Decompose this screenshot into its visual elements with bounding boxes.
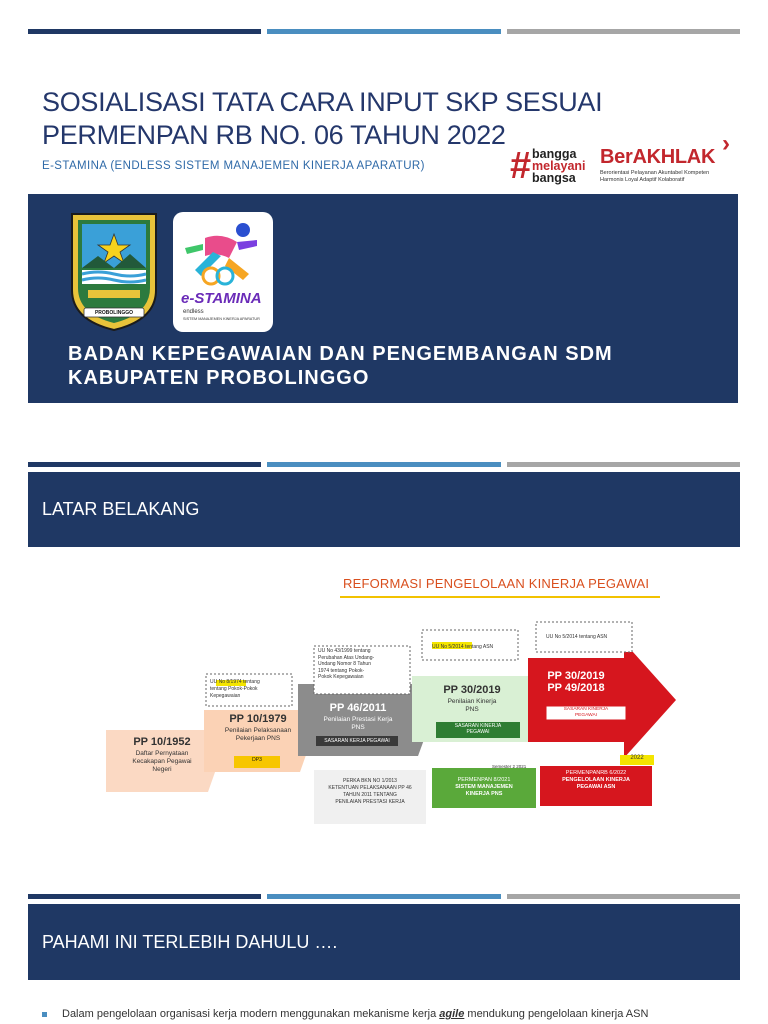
step-1-labels: PP 10/1952 Daftar Pernyataan Kecakapan Pegawai Negeri (132, 736, 192, 773)
divider-3 (28, 894, 740, 899)
step-arrow-5 (528, 642, 676, 758)
title-line-1: SOSIALISASI TATA CARA INPUT SKP SESUAI (42, 87, 603, 117)
step-3-tag: SASARAN KERJA PEGAWAI (324, 738, 390, 744)
title-banner (28, 194, 738, 403)
bangga-melayani-bangsa-logo: # bangga melayani bangsa (510, 145, 586, 187)
step-4-tag: SASARAN KINERJA PEGAWAI (454, 723, 502, 735)
top-divider (28, 29, 740, 34)
perka-bkn-box: PERKA BKN NO 1/2013 KETENTUAN PELAKSANAAN PP 46 TAHUN 2011 TENTANG PENILAIAN PRESTASI KERJA (328, 778, 412, 805)
section-heading-pahami: PAHAMI INI TERLEBIH DAHULU …. (28, 904, 740, 980)
logo-text: e-STAMINA (181, 290, 262, 307)
slide-title (42, 86, 602, 152)
section-heading-latar-belakang: LATAR BELAKANG (28, 472, 740, 547)
step-5-tag: SASARAN KINERJA PEGAWAI (563, 707, 609, 718)
berakhlak-logo: BerAKHLAK › Berorientasi Pelayanan Akuntabel Kompeten Harmonis Loyal Adaptif Kolaboratif (600, 130, 730, 183)
step-3-labels: PP 46/2011 Penilaian Prestasi Kerja PNS (323, 702, 393, 731)
step-5-labels: PP 30/2019 PP 49/2018 (547, 670, 605, 694)
semester-label: Semester 2 2021 (492, 764, 527, 769)
regency-crest-icon (68, 210, 160, 332)
organization-name: BADAN KEPEGAWAIAN DAN PENGEMBANGAN SDM KABUPATEN PROBOLINGGO (68, 343, 613, 389)
diagram-title: REFORMASI PENGELOLAAN KINERJA PEGAWAI (343, 576, 650, 591)
step-2-tag: DP3 (252, 757, 262, 763)
runner-icon (181, 218, 265, 288)
divider-2 (28, 462, 740, 467)
step-2-note: UU No 8/1974 tentang tentang Pokok-Pokok Kepegawaian (210, 679, 260, 699)
permenpan-8-box: PERMENPAN 8/2021 SISTEM MANAJEMEN KINERJA PNS (455, 777, 513, 797)
permenpanrb-6-box: PERMENPANRB 6/2022 PENGELOLAAN KINERJA PEGAWAI ASN (562, 770, 630, 790)
logo-sub-2: SISTEM MANAJEMEN KINERJA APARATUR (183, 317, 260, 321)
crest-label: PROBOLINGGO (94, 310, 134, 316)
step-4-labels: PP 30/2019 Penilaian Kinerja PNS (443, 684, 501, 713)
step-3-note: UU No 43/1999 tentang Perubahan Atas Undang- Undang Nomor 8 Tahun 1974 tentang Pokok- Pokok Kepegawaian (318, 648, 375, 680)
step-2-labels: PP 10/1979 Penilaian Pelaksanaan Pekerjaan PNS (224, 713, 292, 742)
step-5-note: UU No 5/2014 tentang ASN (546, 634, 608, 640)
slide-subtitle: E-STAMINA (ENDLESS SISTEM MANAJEMEN KINERJA APARATUR) (42, 160, 425, 172)
diagram-title-underline (340, 596, 660, 598)
chevron-right-icon: › (722, 130, 730, 157)
logo-sub-1: endless (183, 309, 204, 315)
bullet-icon (42, 1012, 47, 1017)
title-line-2: PERMENPAN RB NO. 06 TAHUN 2022 (42, 120, 506, 150)
year-badge: 2022 (630, 755, 644, 761)
step-4-note: UU No 5/2014 tentang ASN (432, 644, 494, 650)
e-stamina-logo (173, 212, 273, 332)
